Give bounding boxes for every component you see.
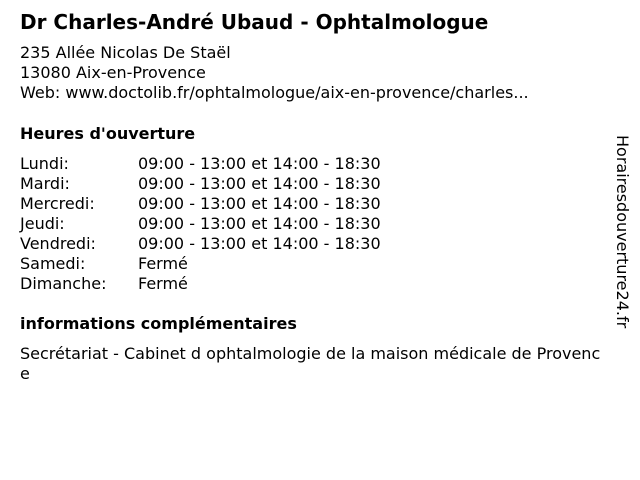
hours-row-tuesday [20,174,381,194]
hours-row-sunday [20,274,381,294]
hours-row-saturday [20,254,381,274]
address-city: 13080 Aix-en-Provence [20,63,206,82]
day-label: Mercredi: [20,194,95,213]
hours-value: 09:00 - 13:00 et 14:00 - 18:30 [138,194,381,213]
website-link[interactable]: Web: www.doctolib.fr/ophtalmologue/aix-en-provence/charles... [20,83,529,102]
hours-value: 09:00 - 13:00 et 14:00 - 18:30 [138,214,381,233]
page-title: Dr Charles-André Ubaud - Ophtalmologue [20,10,489,34]
day-label: Lundi: [20,154,69,173]
additional-info-heading: informations complémentaires [20,314,297,333]
hours-value: 09:00 - 13:00 et 14:00 - 18:30 [138,154,381,173]
address-block [20,43,529,103]
day-label: Mardi: [20,174,70,193]
address-street: 235 Allée Nicolas De Staël [20,43,231,62]
hours-value: Fermé [138,274,188,293]
hours-value: Fermé [138,254,188,273]
hours-row-monday [20,154,381,174]
hours-row-wednesday [20,194,381,214]
hours-row-friday [20,234,381,254]
hours-row-thursday [20,214,381,234]
opening-hours-heading: Heures d'ouverture [20,124,196,143]
day-label: Dimanche: [20,274,107,293]
day-label: Samedi: [20,254,86,273]
day-label: Vendredi: [20,234,96,253]
day-label: Jeudi: [20,214,65,233]
additional-info-text: Secrétariat - Cabinet d ophtalmologie de la maison médicale de Provence [20,344,601,383]
opening-hours-table [20,154,381,294]
hours-value: 09:00 - 13:00 et 14:00 - 18:30 [138,234,381,253]
site-watermark: Horairesdouverture24.fr [613,135,632,329]
hours-value: 09:00 - 13:00 et 14:00 - 18:30 [138,174,381,193]
